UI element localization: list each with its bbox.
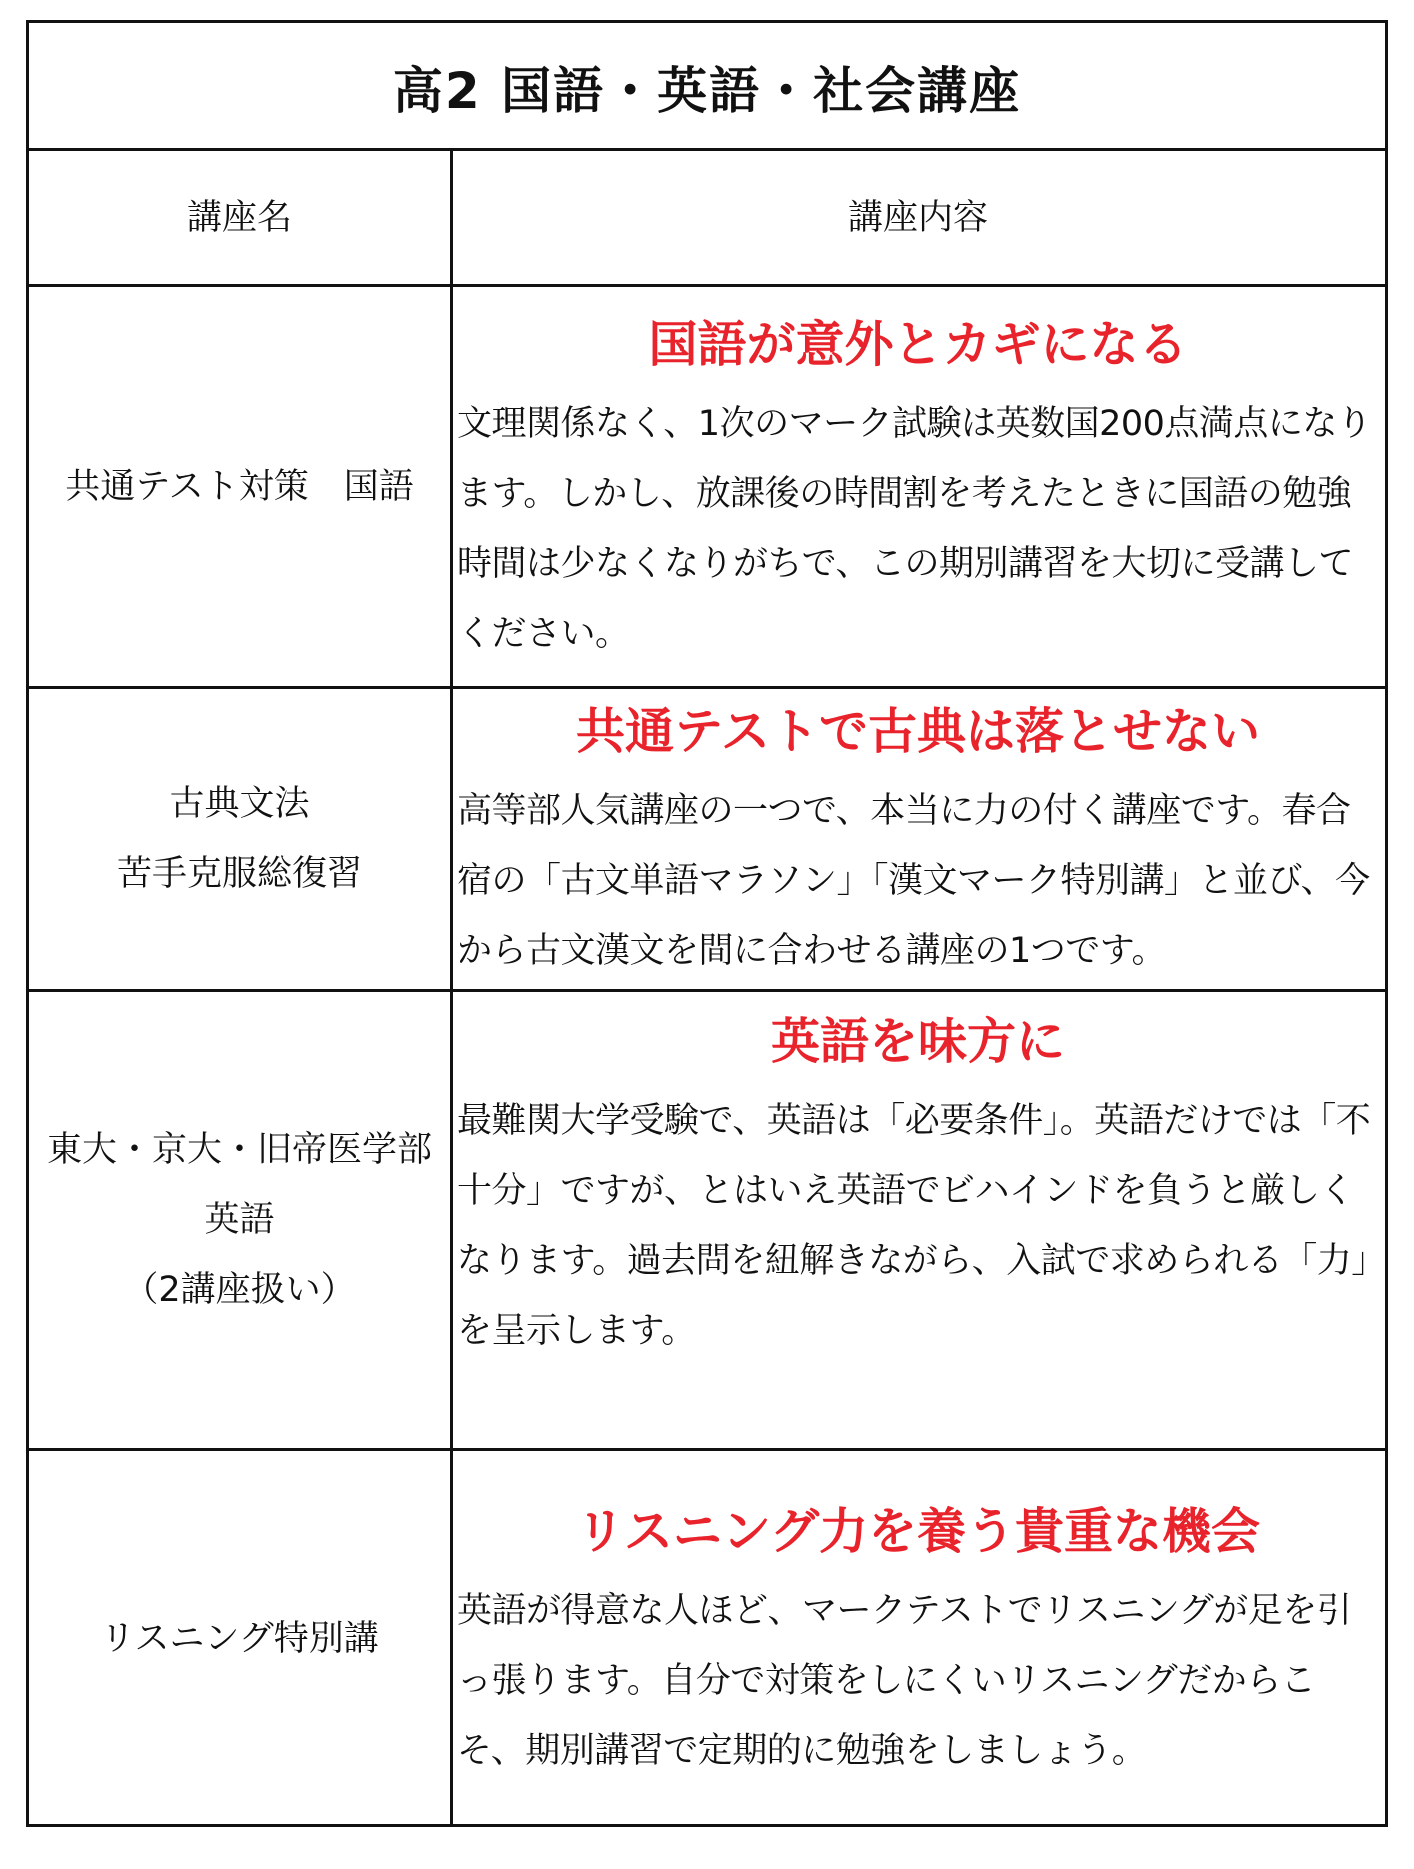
course-name-cell (29, 992, 450, 1448)
header-course-name (29, 151, 450, 284)
course-description: 高等部人気講座の一つで、本当に力の付く講座です。春合宿の「古文単語マラソン」「漢文マーク特別講」と並び、今から古文漢文を間に合わせる講座の1つです。 (457, 791, 1370, 971)
course-description: 英語が得意な人ほど、マークテストでリスニングが足を引っ張ります。自分で対策をしにくいリスニングだからこそ、期別講習で定期的に勉強をしましょう。 (457, 1591, 1352, 1771)
course-name-cell (29, 287, 450, 686)
course-content-cell (453, 1451, 1385, 1827)
header-course-content-label: 講座内容 (847, 197, 988, 238)
course-name-cell (29, 1451, 450, 1827)
course-headline: 英語を味方に (770, 1012, 1065, 1070)
course-name-line: 東大・京大・旧帝医学部 (46, 1130, 432, 1170)
course-name-line: 英語 (204, 1200, 275, 1240)
course-description: 文理関係なく、1次のマーク試験は英数国200点満点になります。しかし、放課後の時間割を考えたときに国語の勉強時間は少なくなりがちで、この期別講習を大切に受講してください。 (457, 403, 1372, 654)
course-content-cell (453, 992, 1385, 1448)
course-description: 最難関大学受験で、英語は「必要条件」。英語だけでは「不十分」ですが、とはいえ英語でビハインドを負うと厳しくなります。過去問を紐解きながら、入試で求められる「力」を呈示します。 (457, 1101, 1371, 1351)
course-content-cell (453, 287, 1385, 686)
table-title: 高2 国語・英語・社会講座 (392, 62, 1022, 120)
course-name-line: 古典文法 (169, 784, 310, 824)
course-headline: リスニング力を養う貴重な機会 (575, 1502, 1261, 1560)
course-headline: 国語が意外とカギになる (648, 314, 1188, 373)
course-name-line: 苦手克服総復習 (116, 854, 362, 894)
header-course-content (453, 151, 1385, 284)
course-name-line: 共通テスト対策 国語 (65, 466, 414, 507)
course-name-cell (29, 689, 450, 989)
course-name-line: （2講座扱い） (123, 1270, 356, 1310)
course-headline: 共通テストで古典は落とせない (575, 702, 1261, 760)
course-content-cell (453, 689, 1385, 989)
course-name-line: リスニング特別講 (100, 1619, 379, 1659)
course-table (26, 20, 1388, 1827)
column-divider (450, 151, 453, 1824)
header-course-name-label: 講座名 (186, 197, 292, 238)
